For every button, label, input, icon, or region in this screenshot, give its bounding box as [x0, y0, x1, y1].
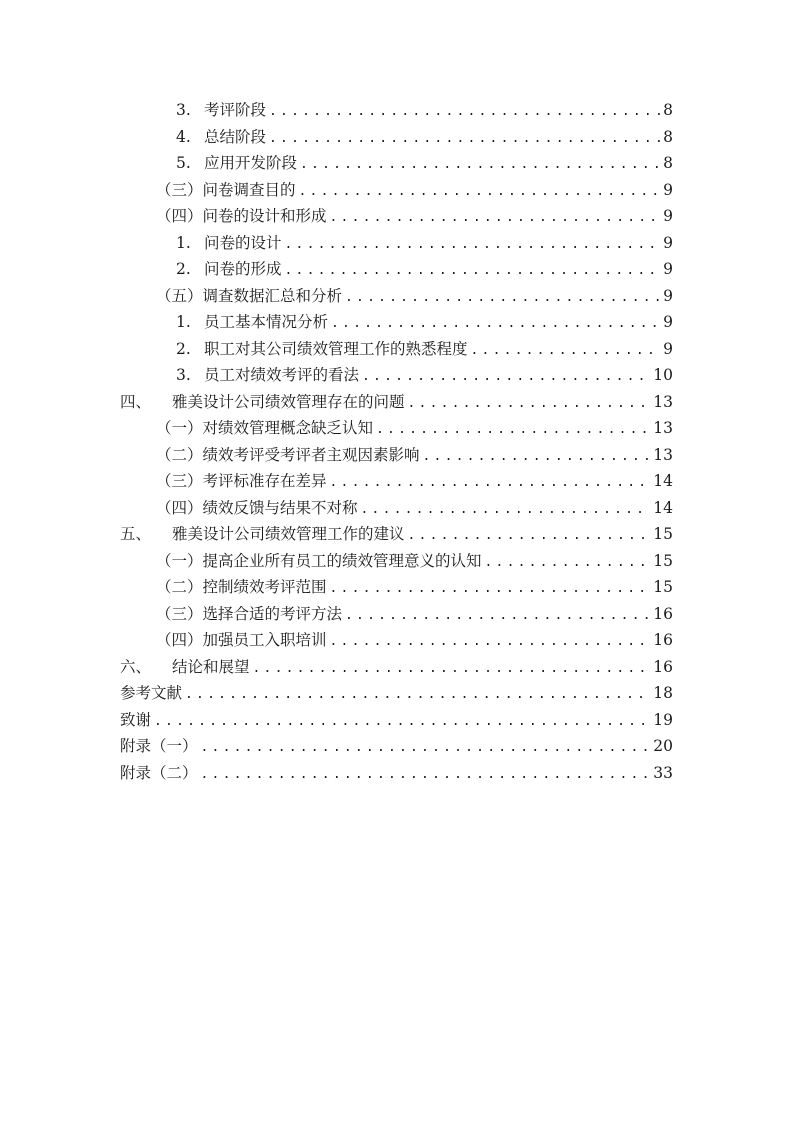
- toc-entry-title: （一）提高企业所有员工的绩效管理意义的认知: [156, 551, 482, 570]
- toc-entry-page-number: 13: [653, 392, 673, 411]
- dot-leader: [408, 523, 651, 550]
- dot-leader: [154, 709, 650, 736]
- toc-entry[interactable]: [120, 733, 673, 760]
- toc-entry-page-number: 9: [663, 207, 673, 225]
- toc-entry-number: 5.: [176, 154, 191, 172]
- toc-entry-page-number: 13: [653, 445, 673, 464]
- toc-entry-title: 结论和展望: [172, 657, 250, 676]
- toc-entry-page-number: 16: [653, 657, 673, 676]
- toc-entry-title: （一）对绩效管理概念缺乏认知: [156, 419, 374, 437]
- toc-entry[interactable]: [120, 548, 673, 575]
- dot-leader: [362, 364, 650, 391]
- toc-entry-title: 参考文献: [120, 684, 183, 702]
- toc-entry[interactable]: [120, 415, 673, 442]
- toc-entry-page-number: 8: [663, 154, 673, 172]
- toc-entry[interactable]: [120, 336, 673, 363]
- toc-entry-page-number: 8: [663, 127, 673, 146]
- dot-leader: [330, 629, 651, 656]
- dot-leader: [330, 470, 651, 497]
- toc-entry-number: 2.: [176, 339, 191, 358]
- toc-entry[interactable]: [120, 627, 673, 654]
- toc-entry-page-number: 16: [653, 604, 673, 623]
- dot-leader: [201, 735, 651, 762]
- dot-leader: [471, 338, 660, 365]
- toc-entry-title: 雅美设计公司绩效管理工作的建议: [172, 525, 405, 543]
- toc-entry[interactable]: [120, 124, 673, 151]
- toc-entry[interactable]: [120, 760, 673, 787]
- toc-entry-page-number: 33: [653, 763, 673, 782]
- toc-entry[interactable]: [120, 468, 673, 495]
- toc-entry-title: （三）考评标准存在差异: [156, 472, 327, 490]
- toc-entry-number: 1.: [176, 233, 191, 252]
- toc-entry-number: 1.: [176, 313, 191, 331]
- dot-leader: [285, 232, 660, 259]
- dot-leader: [361, 497, 651, 524]
- toc-entry-title: （五）调查数据汇总和分析: [156, 286, 343, 305]
- toc-entry-page-number: 9: [663, 260, 673, 278]
- toc-entry-title: 附录（二）: [120, 763, 198, 782]
- toc-entry-number: 3.: [176, 101, 191, 119]
- toc-entry[interactable]: [120, 442, 673, 469]
- toc-entry[interactable]: [120, 495, 673, 522]
- toc-entry-page-number: 16: [653, 631, 673, 649]
- toc-entry-title: 附录（一）: [120, 737, 198, 755]
- toc-entry-number: 4.: [176, 127, 191, 146]
- toc-entry[interactable]: [120, 654, 673, 681]
- toc-entry-title: （三）选择合适的考评方法: [156, 604, 343, 623]
- toc-entry[interactable]: [120, 150, 673, 177]
- toc-entry[interactable]: [120, 256, 673, 283]
- toc-entry[interactable]: [120, 203, 673, 230]
- toc-entry-number: 2.: [176, 260, 191, 278]
- toc-entry-page-number: 14: [653, 472, 673, 490]
- toc-entry-page-number: 18: [653, 684, 673, 702]
- toc-entry-page-number: 13: [653, 419, 673, 437]
- toc-entry-page-number: 9: [663, 286, 673, 305]
- toc-entry-title: 员工基本情况分析: [204, 313, 329, 331]
- toc-entry-page-number: 8: [663, 101, 673, 119]
- toc-entry-title: 雅美设计公司绩效管理存在的问题: [172, 392, 405, 411]
- dot-leader: [423, 444, 651, 471]
- dot-leader: [285, 258, 660, 285]
- toc-entry-number: 四、: [120, 392, 152, 411]
- dot-leader: [376, 417, 650, 444]
- dot-leader: [269, 99, 660, 126]
- dot-leader: [330, 205, 660, 232]
- toc-entry-title: （二）控制绩效考评范围: [156, 578, 327, 596]
- toc-entry-title: （二）绩效考评受考评者主观因素影响: [156, 445, 420, 464]
- toc-entry-title: （四）绩效反馈与结果不对称: [156, 498, 358, 517]
- toc-entry[interactable]: [120, 601, 673, 628]
- dot-leader: [485, 550, 651, 577]
- toc-entry-title: 员工对绩效考评的看法: [204, 366, 360, 384]
- dot-leader: [253, 656, 651, 683]
- toc-entry-title: 总结阶段: [204, 127, 267, 146]
- toc-entry-page-number: 9: [663, 339, 673, 358]
- dot-leader: [330, 576, 651, 603]
- toc-entry[interactable]: [120, 574, 673, 601]
- toc-entry[interactable]: [120, 707, 673, 734]
- toc-entry-page-number: 15: [653, 551, 673, 570]
- toc-entry[interactable]: [120, 362, 673, 389]
- toc-entry-page-number: 10: [653, 366, 673, 384]
- toc-entry-title: 问卷的形成: [204, 260, 282, 278]
- toc-entry-title: （三）问卷调查目的: [156, 180, 296, 199]
- toc-entry-page-number: 19: [653, 710, 673, 729]
- toc-entry-number: 五、: [120, 525, 152, 543]
- toc-entry-page-number: 20: [653, 737, 673, 755]
- toc-entry[interactable]: [120, 177, 673, 204]
- toc-entry-page-number: 9: [663, 313, 673, 331]
- dot-leader: [269, 126, 660, 153]
- dot-leader: [299, 179, 660, 206]
- dot-leader: [201, 762, 651, 789]
- toc-entry-page-number: 14: [653, 498, 673, 517]
- toc-entry-title: （四）加强员工入职培训: [156, 631, 327, 649]
- dot-leader: [331, 311, 660, 338]
- dot-leader: [300, 152, 660, 179]
- toc-entry[interactable]: [120, 680, 673, 707]
- toc-entry-title: （四）问卷的设计和形成: [156, 207, 327, 225]
- toc-entry-number: 3.: [176, 366, 191, 384]
- dot-leader: [345, 285, 660, 312]
- toc-entry[interactable]: [120, 230, 673, 257]
- dot-leader: [185, 682, 650, 709]
- table-of-contents: [120, 97, 673, 786]
- toc-entry-page-number: 15: [653, 525, 673, 543]
- toc-entry-page-number: 9: [663, 233, 673, 252]
- toc-entry-title: 问卷的设计: [204, 233, 282, 252]
- toc-entry[interactable]: [120, 389, 673, 416]
- toc-entry-page-number: 15: [653, 578, 673, 596]
- toc-entry[interactable]: [120, 283, 673, 310]
- toc-entry-number: 六、: [120, 657, 152, 676]
- toc-entry[interactable]: [120, 309, 673, 336]
- toc-entry[interactable]: [120, 521, 673, 548]
- toc-entry-title: 考评阶段: [204, 101, 267, 119]
- toc-entry-page-number: 9: [663, 180, 673, 199]
- toc-entry-title: 致谢: [120, 710, 152, 729]
- toc-entry[interactable]: [120, 97, 673, 124]
- dot-leader: [408, 391, 651, 418]
- toc-entry-title: 应用开发阶段: [204, 154, 298, 172]
- dot-leader: [345, 603, 650, 630]
- toc-entry-title: 职工对其公司绩效管理工作的熟悉程度: [204, 339, 468, 358]
